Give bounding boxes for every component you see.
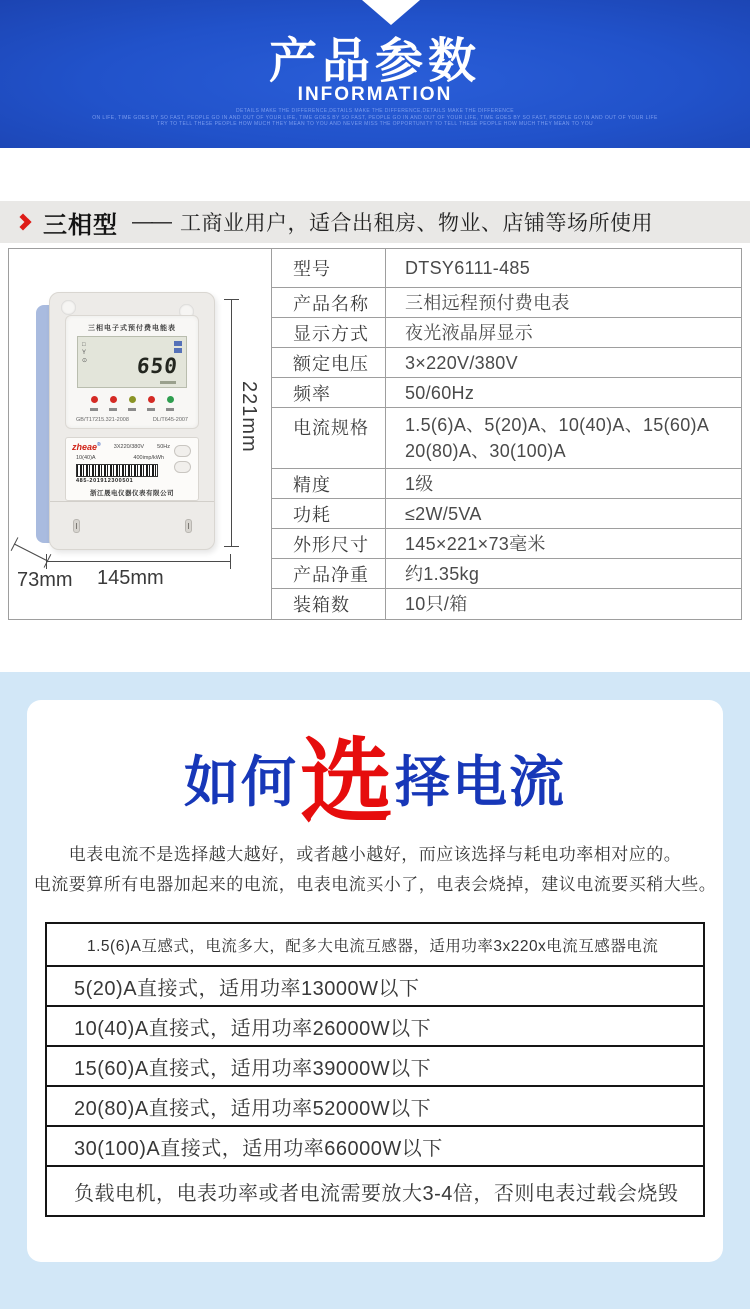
guide-paragraph-line2: 电流要算所有电器加起来的电流，电表电流买小了，电表会烧掉，建议电流要买稍大些。: [33, 875, 717, 895]
led-red-2-icon: [110, 396, 117, 403]
spec-rows: [272, 249, 741, 619]
lcd-status-icons: □ Y ⊙: [82, 342, 88, 364]
meter-button-bottom: [174, 461, 191, 473]
spec-label: 产品净重: [272, 559, 386, 588]
spec-label: 电流规格: [272, 408, 386, 468]
guide-paragraph-line1: 电表电流不是选择越大越好，或者越小越好，而应该选择与耗电功率相对应的。: [68, 845, 682, 865]
nameplate-constant: 400imp/kWh: [133, 455, 164, 461]
led-red-3-icon: [148, 396, 155, 403]
guide-panel: [27, 700, 723, 1262]
guide-title-part2: 择电流: [395, 751, 567, 814]
standard-left: GB/T17215.321-2008: [76, 417, 129, 423]
spec-label: 产品名称: [272, 288, 386, 317]
company-name: 浙江晟电仪器仪表有限公司: [90, 490, 174, 497]
section-dash: ——: [132, 210, 170, 233]
chevron-right-icon: [15, 214, 32, 231]
spec-label: 精度: [272, 469, 386, 498]
spec-value: 10只/箱: [405, 594, 468, 614]
guide-title-accent: 选: [300, 730, 393, 834]
dimension-line-height: [231, 299, 232, 547]
meter-seam: [50, 501, 214, 502]
current-guide-table: [45, 922, 705, 1217]
meter-nameplate: [65, 437, 199, 501]
page-title: 产品参数: [268, 35, 481, 88]
spec-value: 夜光液晶屏显示: [405, 322, 534, 343]
nameplate-voltage: 3X220/380V: [113, 444, 145, 450]
product-image: [9, 249, 272, 619]
spec-value: 1.5(6)A、5(20)A、10(40)A、15(60)A 20(80)A、30(100)A: [405, 415, 710, 461]
table-row: 负载电机，电表功率或者电流需要放大3-4倍，否则电表过载会烧毁: [74, 1182, 679, 1205]
spec-label: 功耗: [272, 499, 386, 528]
led-red-1-icon: [91, 396, 98, 403]
spec-label: 显示方式: [272, 318, 386, 347]
spec-value: 三相远程预付费电表: [405, 292, 570, 313]
barcode: [76, 464, 158, 477]
dimension-depth-label: 73mm: [17, 569, 73, 591]
table-row: 15(60)A直接式，适用功率39000W以下: [47, 1047, 703, 1087]
guide-title: [27, 700, 723, 834]
dimension-height-label: 221mm: [238, 381, 260, 453]
table-row: 30(100)A直接式，适用功率66000W以下: [47, 1127, 703, 1167]
guide-title-part1: 如何: [183, 751, 298, 814]
spec-table: [8, 248, 742, 620]
meter-standards: [76, 417, 188, 423]
table-row: [272, 318, 741, 348]
barcode-number: 485-201912300501: [76, 478, 134, 484]
decor-line-3: TRY TO TELL THESE PEOPLE HOW MUCH THEY MEAN TO YOU AND NEVER MISS THE OPPORTUNITY TO TELL THESE PEOPLE HOW MUCH THEY MEAN TO YOU: [156, 121, 594, 127]
table-row: [272, 378, 741, 408]
table-row: 20(80)A直接式，适用功率52000W以下: [47, 1087, 703, 1127]
led-labels: [66, 408, 198, 411]
nameplate-row-2: [76, 455, 164, 461]
table-row: [272, 288, 741, 318]
section-description: 工商业用户，适合出租房、物业、店铺等场所使用: [180, 212, 653, 235]
standard-right: DL/T645-2007: [152, 417, 188, 423]
spec-label: 频率: [272, 378, 386, 407]
guide-paragraph: [27, 840, 723, 900]
dimension-line-depth: [14, 543, 48, 561]
page-subtitle: INFORMATION: [297, 84, 453, 105]
lcd-reading: 650: [135, 354, 180, 378]
table-row: [272, 249, 741, 288]
led-green-icon: [167, 396, 174, 403]
nameplate-row-1: [72, 442, 170, 452]
meter-lcd-screen: [77, 336, 187, 388]
table-row: [272, 589, 741, 619]
spec-value: 3×220V/380V: [405, 352, 518, 373]
spec-value: 1级: [405, 473, 434, 494]
terminal-screw-left: [73, 519, 80, 533]
nameplate-current: 10(40)A: [76, 455, 96, 461]
led-olive-icon: [129, 396, 136, 403]
terminal-screw-right: [185, 519, 192, 533]
table-row: [272, 469, 741, 499]
section-name: 三相型: [43, 211, 118, 239]
meter-screw-top-left: [61, 300, 76, 315]
table-row: [272, 529, 741, 559]
table-row: 5(20)A直接式，适用功率13000W以下: [47, 967, 703, 1007]
dimension-line-width: [46, 561, 231, 562]
table-row: [272, 499, 741, 529]
spec-value: DTSY6111-485: [405, 258, 531, 278]
meter-face: [65, 315, 199, 429]
table-row: [272, 559, 741, 589]
table-row: [272, 408, 741, 469]
meter-face-title: 三相电子式预付费电能表: [88, 325, 176, 332]
table-row: [272, 348, 741, 378]
guide-section: [0, 672, 750, 1309]
spec-label: 外形尺寸: [272, 529, 386, 558]
decor-line-2: ON LIFE, TIME GOES BY SO FAST, PEOPLE GO IN AND OUT OF YOUR LIFE, TIME GOES BY SO FAST, PEOPLE GO IN AND OUT OF YOUR LIFE, TIME GOES BY SO FAST, PEOPLE GO IN AND OUT OF YOUR LIFE: [92, 114, 658, 121]
nameplate-frequency: 50Hz: [157, 444, 170, 450]
spec-value: 145×221×73毫米: [405, 533, 546, 554]
table-row: 1.5(6)A互感式，电流多大，配多大电流互感器，适用功率3x220x电流互感器电流: [47, 924, 703, 967]
header-banner: [0, 0, 750, 148]
meter-led-row: [66, 396, 198, 403]
dimension-width-label: 145mm: [97, 567, 164, 589]
spec-label: 型号: [272, 249, 386, 287]
table-row: 10(40)A直接式，适用功率26000W以下: [47, 1007, 703, 1047]
section-header: [0, 201, 750, 243]
spec-label: 装箱数: [272, 589, 386, 619]
spec-value: 约1.35kg: [405, 563, 480, 584]
spec-value: ≤2W/5VA: [405, 503, 482, 524]
lcd-flag-icons: [174, 341, 182, 353]
decor-line-1: DETAILS MAKE THE DIFFERENCE,DETAILS MAKE THE DIFFERENCE,DETAILS MAKE THE DIFFERENCE: [236, 108, 514, 114]
decorative-text: [0, 108, 750, 128]
lcd-unit-mark: [160, 381, 176, 384]
spec-label: 额定电压: [272, 348, 386, 377]
meter-button-top: [174, 445, 191, 457]
brand-logo: zheae®: [72, 442, 101, 452]
spec-value: 50/60Hz: [405, 382, 475, 403]
